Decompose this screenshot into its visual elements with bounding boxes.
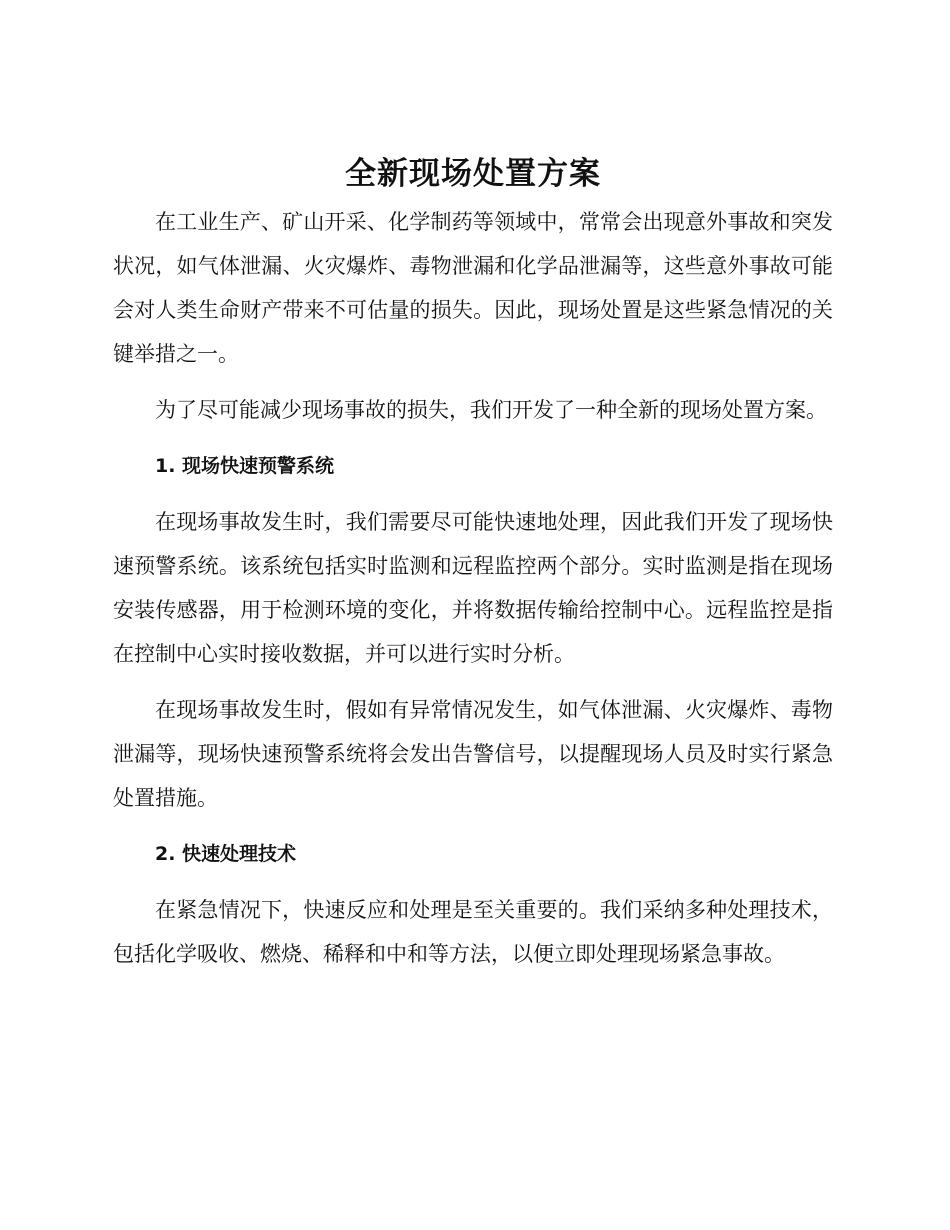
section-heading: 1. 现场快速预警系统 — [155, 455, 335, 477]
section-paragraph: 在紧急情况下，快速反应和处理是至关重要的。我们采纳多种处理技术，包括化学吸收、燃烧、稀释和中和等方法，以便立即处理现场紧急事故。 — [113, 898, 833, 966]
section-early-warning — [113, 444, 833, 820]
document-page — [113, 148, 833, 988]
document-title: 全新现场处置方案 — [345, 156, 601, 192]
intro-paragraph-1: 在工业生产、矿山开采、化学制药等领域中，常常会出现意外事故和突发状况，如气体泄漏、火灾爆炸、毒物泄漏和化学品泄漏等，这些意外事故可能会对人类生命财产带来不可估量的损失。因此，现场处置是这些紧急情况的关键举措之一。 — [113, 210, 833, 366]
section-paragraph: 在现场事故发生时，假如有异常情况发生，如气体泄漏、火灾爆炸、毒物泄漏等，现场快速预警系统将会发出告警信号，以提醒现场人员及时实行紧急处置措施。 — [113, 698, 833, 810]
section-heading: 2. 快速处理技术 — [155, 843, 297, 865]
section-rapid-treatment — [113, 832, 833, 976]
section-paragraph: 在现场事故发生时，我们需要尽可能快速地处理，因此我们开发了现场快速预警系统。该系统包括实时监测和远程监控两个部分。实时监测是指在现场安装传感器，用于检测环境的变化，并将数据传输给控制中心。远程监控是指在控制中心实时接收数据，并可以进行实时分析。 — [113, 510, 833, 666]
intro-paragraph-2: 为了尽可能减少现场事故的损失，我们开发了一种全新的现场处置方案。 — [155, 398, 827, 422]
